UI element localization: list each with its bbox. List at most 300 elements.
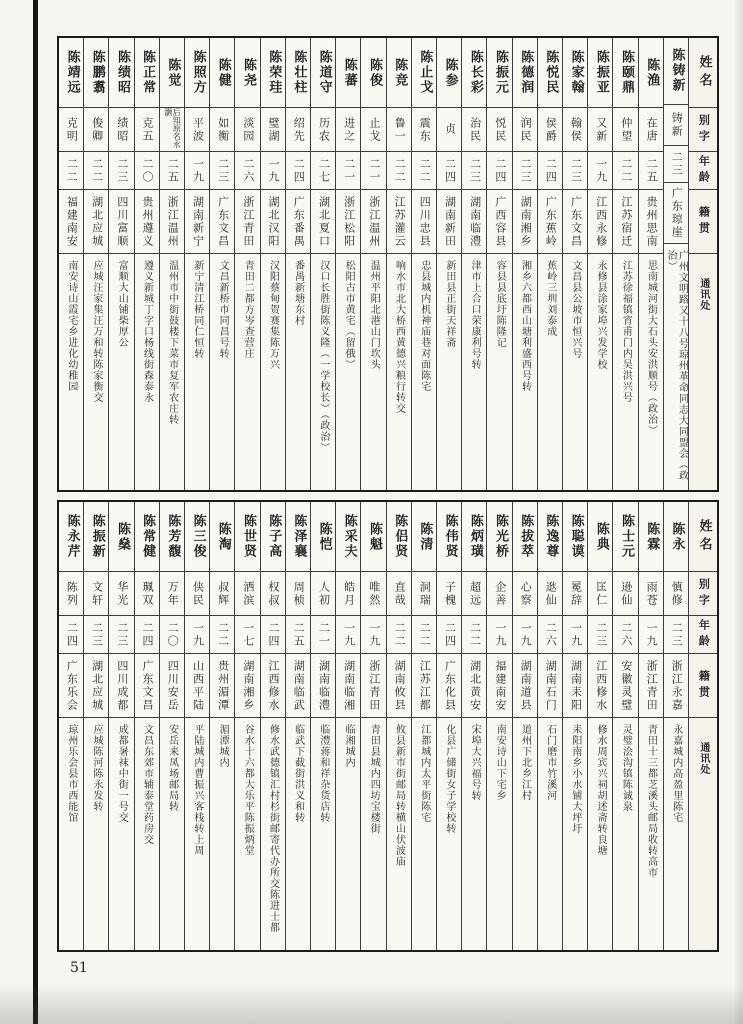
person-name: 陈悦民 — [538, 38, 562, 108]
person-zi: 叔辉 — [210, 572, 234, 616]
person-name: 陈恺 — [311, 502, 335, 572]
person-native: 广东番禺 — [286, 190, 310, 254]
person-age: 二一 — [361, 152, 385, 190]
person-name: 陈长彩 — [462, 38, 486, 108]
person-native: 贵州遵义 — [135, 190, 159, 254]
person-zi: 万年 — [160, 572, 184, 616]
person-address: 响水市北大桥西黄德兴粮行转交 — [393, 260, 405, 414]
person-age: 二二 — [387, 616, 411, 654]
person-zi: 陈列 — [59, 572, 83, 616]
person-column — [159, 502, 184, 950]
person-column — [512, 502, 537, 950]
person-address: 番禺新塘东村 — [292, 260, 304, 326]
person-address: 遵义新城丁字口杨线街森泰永 — [141, 260, 153, 403]
person-name: 陈振新 — [84, 502, 108, 572]
person-zi: 洒滨 — [235, 572, 259, 616]
person-name: 陈典 — [588, 502, 612, 572]
person-name: 陈荣珪 — [261, 38, 285, 108]
person-zi: 心察 — [513, 572, 537, 616]
header-name: 姓名 — [689, 502, 717, 572]
person-native: 四川忠县 — [412, 190, 436, 254]
person-column — [663, 502, 688, 950]
directory-table-bottom — [57, 500, 719, 952]
person-age: 二六 — [613, 616, 637, 654]
person-address: 蕉岭三圳刘泰成 — [544, 260, 556, 337]
person-age: 二三 — [210, 152, 234, 190]
person-age: 二三 — [563, 152, 587, 190]
person-column — [411, 502, 436, 950]
person-address: 永嘉城内高盈里陈宅 — [670, 724, 682, 823]
person-column — [184, 502, 209, 950]
person-native: 广西容县 — [487, 190, 511, 254]
person-address: 文昌新桥市同昌号转 — [217, 260, 229, 359]
person-column — [285, 38, 310, 490]
person-address: 江都城内太平街陈宅 — [418, 724, 430, 823]
person-zi: 企善 — [487, 572, 511, 616]
person-age: 二四 — [437, 616, 461, 654]
person-column — [360, 38, 385, 490]
person-native: 浙江青田 — [639, 654, 663, 718]
person-native: 湖南临湘 — [336, 654, 360, 718]
person-name: 陈聪谟 — [563, 502, 587, 572]
person-name: 陈蕃 — [336, 38, 360, 108]
person-column — [436, 38, 461, 490]
person-age: 二三 — [109, 616, 133, 654]
person-age: 二二 — [613, 152, 637, 190]
person-column — [108, 38, 133, 490]
person-column — [638, 38, 663, 490]
person-name: 陈俊 — [361, 38, 385, 108]
person-zi: 绍先 — [286, 108, 310, 152]
person-column — [486, 38, 511, 490]
header-age: 年龄 — [689, 616, 717, 654]
person-column — [436, 502, 461, 950]
person-name: 陈参 — [437, 38, 461, 108]
person-zi: 超远 — [462, 572, 486, 616]
person-column — [612, 502, 637, 950]
person-address: 容县县底圩陈隆记 — [494, 260, 506, 348]
person-zi: 逖仙 — [538, 572, 562, 616]
person-zi: 平波 — [185, 108, 209, 152]
person-address: 谷水十六都大乐平陈振炳堂 — [242, 724, 254, 856]
person-column — [59, 502, 83, 950]
person-age: 二一 — [311, 616, 335, 654]
person-zi: 如衡 — [210, 108, 234, 152]
person-age: 一九 — [588, 152, 612, 190]
person-address: 湘乡六都西山塘利盛西号转 — [519, 260, 531, 392]
person-address: 琼州乐会县市西能馆 — [65, 724, 77, 823]
person-age: 二二 — [210, 616, 234, 654]
person-zi: 皓月 — [336, 572, 360, 616]
header-name: 姓名 — [689, 38, 717, 108]
person-zi: 克五 — [135, 108, 159, 152]
header-address: 通讯处 — [697, 742, 709, 775]
person-address: 应城陈河陈永发转 — [91, 724, 103, 812]
person-name: 陈常健 — [135, 502, 159, 572]
person-column — [260, 38, 285, 490]
person-column — [209, 502, 234, 950]
person-column — [562, 502, 587, 950]
person-name: 陈泽襄 — [286, 502, 310, 572]
person-column — [562, 38, 587, 490]
person-name: 陈竞 — [387, 38, 411, 108]
person-native: 湖南攸县 — [387, 654, 411, 718]
person-native: 湖北汉阳 — [261, 190, 285, 254]
person-native: 广东文昌 — [563, 190, 587, 254]
person-zi: 冕辞 — [563, 572, 587, 616]
person-zi: 直哉 — [387, 572, 411, 616]
person-native: 四川成都 — [109, 654, 133, 718]
person-name: 陈三俊 — [185, 502, 209, 572]
person-zi: 逊仙 — [613, 572, 637, 616]
person-zi: 雨苍 — [639, 572, 663, 616]
person-name: 陈拔萃 — [513, 502, 537, 572]
person-zi: 历农 — [311, 108, 335, 152]
person-age: 二四 — [59, 616, 83, 654]
person-zi: 贞 — [437, 108, 461, 152]
person-name: 陈正常 — [135, 38, 159, 108]
person-column — [83, 502, 108, 950]
person-name: 陈逸尊 — [538, 502, 562, 572]
person-age: 二七 — [311, 152, 335, 190]
scan-edge-right — [733, 0, 743, 1024]
header-column — [688, 502, 717, 950]
person-name: 陈绩昭 — [109, 38, 133, 108]
header-zi: 别字 — [689, 572, 717, 616]
person-zi: 珮双 — [135, 572, 159, 616]
person-native: 广东文昌 — [135, 654, 159, 718]
person-name: 陈照方 — [185, 38, 209, 108]
person-zi: 治民 — [462, 108, 486, 152]
person-address: 文昌县公坡市恒兴号 — [569, 260, 581, 359]
person-age: 二五 — [286, 616, 310, 654]
person-native: 贵州湄潭 — [210, 654, 234, 718]
person-age: 二四 — [437, 152, 461, 190]
person-zi: 慎修 — [664, 572, 688, 616]
person-native: 福建南安 — [59, 190, 83, 254]
person-age: 二一 — [336, 152, 360, 190]
person-age: 二五 — [639, 152, 663, 190]
person-address: 临澧蒋和祥杂货店转 — [317, 724, 329, 823]
person-zi: 璧湖 — [261, 108, 285, 152]
directory-table-top — [57, 36, 719, 492]
person-name: 陈家翰 — [563, 38, 587, 108]
person-native: 广东化县 — [437, 654, 461, 718]
person-address: 温州平阳北港山门坎头 — [368, 260, 380, 370]
person-address: 温州市中街鼓楼下菜市复军农庄转 — [166, 260, 178, 425]
person-address: 文昌东郊市辅泰堂药房交 — [141, 724, 153, 845]
person-native: 湖南道县 — [513, 654, 537, 718]
person-zi: 在唐 — [639, 108, 663, 152]
person-age: 二六 — [538, 616, 562, 654]
person-address: 攸县新市街邮局转横山伏波庙 — [393, 724, 405, 867]
person-age: 一七 — [235, 616, 259, 654]
person-name: 陈壮柱 — [286, 38, 310, 108]
person-native: 江西永修 — [588, 190, 612, 254]
person-column — [159, 38, 184, 490]
person-zi: 淡园 — [235, 108, 259, 152]
person-column — [663, 38, 688, 490]
person-column — [512, 38, 537, 490]
person-age: 二三 — [664, 616, 688, 654]
person-address: 南安诗山下宅乡 — [494, 724, 506, 801]
person-column — [209, 38, 234, 490]
person-zi: 文轩 — [84, 572, 108, 616]
person-column — [310, 502, 335, 950]
person-age: 二二 — [462, 616, 486, 654]
person-zi: 鲁一 — [387, 108, 411, 152]
person-address: 广州文明路又十八号琼州革命同志大同盟会（政治） — [664, 249, 688, 481]
person-address: 江苏徐福镇宵甫门内吴洪兴号 — [620, 260, 632, 403]
person-age: 一九 — [336, 616, 360, 654]
person-native: 湖南新田 — [437, 190, 461, 254]
person-column — [612, 38, 637, 490]
person-age: 二六 — [235, 152, 259, 190]
person-zi: 洞瑞 — [412, 572, 436, 616]
person-age: 二三 — [664, 146, 688, 182]
person-name: 陈永 — [664, 502, 688, 572]
person-column — [83, 38, 108, 490]
person-column — [360, 502, 385, 950]
person-zi: 子槐 — [437, 572, 461, 616]
person-address: 青田县城内四坊宝楼街 — [368, 724, 380, 834]
person-name: 陈清 — [412, 502, 436, 572]
person-zi: 侯爵 — [538, 108, 562, 152]
person-native: 湖南新宁 — [185, 190, 209, 254]
person-age: 二三 — [84, 616, 108, 654]
person-zi: 绩昭 — [109, 108, 133, 152]
person-age: 一九 — [361, 616, 385, 654]
header-address: 通讯处 — [697, 278, 709, 311]
person-native: 浙江温州 — [160, 190, 184, 254]
person-name: 陈芳馥 — [160, 502, 184, 572]
person-name: 陈永芹 — [59, 502, 83, 572]
person-zi: 俊卿 — [84, 108, 108, 152]
person-native: 广东文昌 — [210, 190, 234, 254]
person-native: 江苏江都 — [412, 654, 436, 718]
person-column — [134, 38, 159, 490]
person-age: 二〇 — [135, 152, 159, 190]
person-column — [587, 38, 612, 490]
person-name: 陈士元 — [613, 502, 637, 572]
person-native: 湖南临武 — [286, 654, 310, 718]
person-age: 二二 — [59, 152, 83, 190]
person-age: 一九 — [261, 152, 285, 190]
person-age: 二五 — [160, 152, 184, 190]
person-native: 湖北夏口 — [311, 190, 335, 254]
person-native: 湖南耒阳 — [563, 654, 587, 718]
person-zi: 翰侯 — [563, 108, 587, 152]
person-age: 二三 — [513, 152, 537, 190]
person-address: 安岳来凤场邮局转 — [166, 724, 178, 812]
person-native: 湖南湘乡 — [513, 190, 537, 254]
person-age: 二〇 — [160, 616, 184, 654]
person-name: 陈霖 — [639, 502, 663, 572]
person-address: 临武下截街洪义和转 — [292, 724, 304, 823]
person-address: 青田十三都芝溪头邮局收转高市 — [645, 724, 657, 878]
person-address: 湄潭城内 — [217, 724, 229, 768]
header-column — [688, 38, 717, 490]
person-name: 陈世贤 — [235, 502, 259, 572]
person-zi: 人初 — [311, 572, 335, 616]
person-address: 忠县城内机神庙巷对面陈宅 — [418, 260, 430, 392]
person-column — [335, 38, 360, 490]
person-native: 广东乐会 — [59, 654, 83, 718]
person-name: 陈健 — [210, 38, 234, 108]
person-native: 江苏灌云 — [387, 190, 411, 254]
person-native: 广东蕉岭 — [538, 190, 562, 254]
person-name: 陈采夫 — [336, 502, 360, 572]
person-address: 宋埠大兴福号转 — [469, 724, 481, 801]
person-age: 一九 — [487, 616, 511, 654]
person-zi: 进之 — [336, 108, 360, 152]
person-column — [260, 502, 285, 950]
person-name: 陈子高 — [261, 502, 285, 572]
person-column — [537, 502, 562, 950]
person-name: 陈止戈 — [412, 38, 436, 108]
person-zi: 止戈 — [361, 108, 385, 152]
person-name: 陈鹏翥 — [84, 38, 108, 108]
person-zi: 匡仁 — [588, 572, 612, 616]
person-name: 陈渔 — [639, 38, 663, 108]
person-name: 陈德润 — [513, 38, 537, 108]
person-address: 灵璧浍沟镇陈诚泉 — [620, 724, 632, 812]
person-native: 浙江温州 — [361, 190, 385, 254]
person-native: 浙江青田 — [361, 654, 385, 718]
person-native: 江西修水 — [588, 654, 612, 718]
person-address: 永修县涂家埠兴发学校 — [595, 260, 607, 370]
person-address: 青田二都方岑查营庄 — [242, 260, 254, 359]
person-zi: 周桢 — [286, 572, 310, 616]
person-zi: 又新 — [588, 108, 612, 152]
person-native: 江西修水 — [261, 654, 285, 718]
person-address: 富顺大山铺柴厚公 — [116, 260, 128, 348]
person-column — [537, 38, 562, 490]
person-native: 四川富顺 — [109, 190, 133, 254]
person-name: 陈燊 — [109, 502, 133, 572]
person-column — [59, 38, 83, 490]
person-name: 陈侣贤 — [387, 502, 411, 572]
person-age: 二四 — [135, 616, 159, 654]
person-name: 陈光桥 — [487, 502, 511, 572]
person-address: 道州下北乡江村 — [519, 724, 531, 801]
person-address: 修水武德镇汇村杉街邮寄代办所交陈进士都 — [267, 724, 279, 933]
header-native: 籍贯 — [689, 654, 717, 718]
person-address: 新田县正街天祥斋 — [443, 260, 455, 348]
person-native: 贵州思南 — [639, 190, 663, 254]
person-name: 陈炳璜 — [462, 502, 486, 572]
person-name: 陈振元 — [487, 38, 511, 108]
person-zi: 权叔 — [261, 572, 285, 616]
person-age: 一九 — [639, 616, 663, 654]
person-native: 四川安岳 — [160, 654, 184, 718]
person-native: 湖南湘乡 — [235, 654, 259, 718]
person-column — [386, 38, 411, 490]
person-zi: 润民 — [513, 108, 537, 152]
person-age: 二四 — [261, 616, 285, 654]
person-zi: 华光 — [109, 572, 133, 616]
person-address: 成都暑袜中街一号交 — [116, 724, 128, 823]
person-age: 一九 — [185, 152, 209, 190]
scan-shadow-bottom — [0, 984, 743, 1024]
person-column — [587, 502, 612, 950]
person-name: 陈尧 — [235, 38, 259, 108]
scan-edge-left — [33, 0, 38, 1024]
page-number: 51 — [70, 960, 88, 976]
person-native: 湖南石门 — [538, 654, 562, 718]
person-native: 安徽灵璧 — [613, 654, 637, 718]
person-native: 广东琼崖 — [664, 183, 688, 244]
person-zi: 铸新 — [664, 105, 688, 147]
person-address: 修水周宾兴祠胡述斋转良塘 — [595, 724, 607, 856]
person-age: 一九 — [513, 616, 537, 654]
person-name: 陈振亚 — [588, 38, 612, 108]
person-column — [386, 502, 411, 950]
person-address: 松阳古市黄宅（留俄） — [343, 260, 355, 370]
person-address: 汉口长胜街陈义隆（一学校长）（政治） — [317, 260, 329, 453]
person-age: 一九 — [185, 616, 209, 654]
person-address: 南安诗山霞宅乡进化幼稚园 — [65, 260, 77, 392]
person-address: 汉阳蔡甸贺赛集陈万兴 — [267, 260, 279, 370]
person-zi: 悦民 — [487, 108, 511, 152]
person-address: 津市上合口荣康利号转 — [469, 260, 481, 370]
person-column — [411, 38, 436, 490]
person-column — [638, 502, 663, 950]
person-address: 石门磨市竹溪河 — [544, 724, 556, 801]
person-native: 湖南临澧 — [462, 190, 486, 254]
person-zi: 唯然 — [361, 572, 385, 616]
person-name: 陈魁 — [361, 502, 385, 572]
person-native: 湖南临澧 — [311, 654, 335, 718]
person-native: 浙江松阳 — [336, 190, 360, 254]
person-name: 陈靖远 — [59, 38, 83, 108]
person-column — [234, 38, 259, 490]
person-column — [461, 502, 486, 950]
person-name: 陈觉 — [160, 38, 184, 108]
person-zi: 后知原名永灏 — [160, 108, 184, 152]
person-age: 二三 — [462, 152, 486, 190]
person-column — [285, 502, 310, 950]
header-native: 籍贯 — [689, 190, 717, 254]
person-age: 二二 — [412, 152, 436, 190]
person-column — [335, 502, 360, 950]
person-native: 浙江青田 — [235, 190, 259, 254]
person-zi: 侠民 — [185, 572, 209, 616]
person-column — [108, 502, 133, 950]
person-address: 耒阳南乡小水铺大坪圩 — [569, 724, 581, 834]
person-native: 浙江永嘉 — [664, 654, 688, 718]
person-column — [234, 502, 259, 950]
person-age: 二二 — [84, 152, 108, 190]
person-address: 临湘城内 — [343, 724, 355, 768]
person-age: 二四 — [286, 152, 310, 190]
person-name: 陈淘 — [210, 502, 234, 572]
person-age: 一九 — [563, 616, 587, 654]
person-address: 思南城河街大石头安洪顺号（政治） — [645, 260, 657, 436]
person-native: 湖北黄安 — [462, 654, 486, 718]
header-zi: 别字 — [689, 108, 717, 152]
person-native: 山西平陆 — [185, 654, 209, 718]
person-column — [486, 502, 511, 950]
person-address: 新宁清江桥同仁恒转 — [191, 260, 203, 359]
person-zi: 克明 — [59, 108, 83, 152]
person-age: 二四 — [487, 152, 511, 190]
person-native: 福建南安 — [487, 654, 511, 718]
header-age: 年龄 — [689, 152, 717, 190]
person-column — [184, 38, 209, 490]
person-address: 应城汪家集汪万和转陈家衡交 — [91, 260, 103, 403]
person-column — [461, 38, 486, 490]
